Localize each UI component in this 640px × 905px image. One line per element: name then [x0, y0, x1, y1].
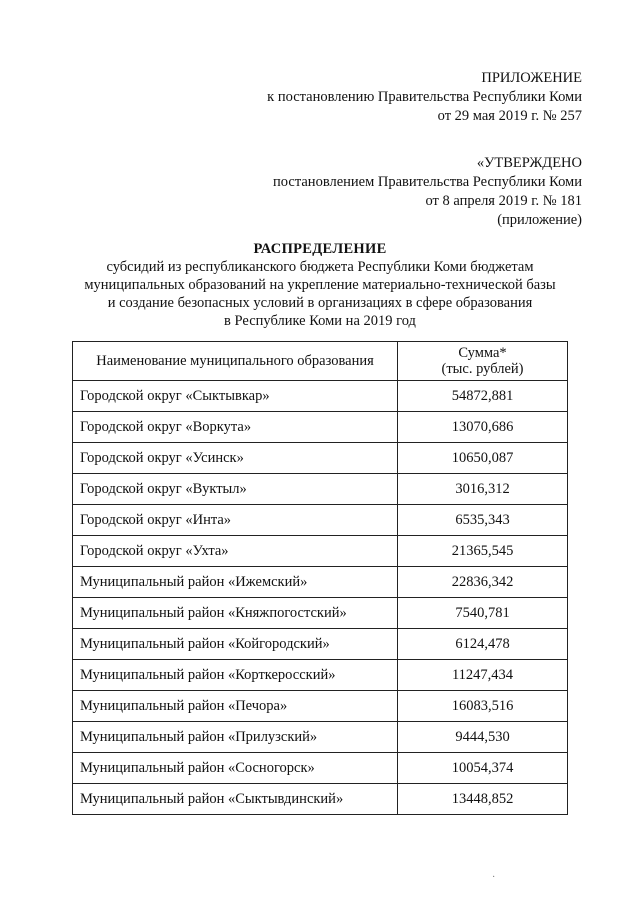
subsidy-amount: 9444,530 [398, 722, 568, 753]
title-line: в Республике Коми на 2019 год [224, 313, 416, 329]
table-row [73, 381, 568, 412]
table-row [73, 474, 568, 505]
approved-header [273, 154, 582, 230]
subsidy-amount: 16083,516 [398, 691, 568, 722]
municipality-name: Муниципальный район «Корткеросский» [73, 660, 398, 691]
table-row [73, 412, 568, 443]
title-line: субсидий из республиканского бюджета Республики Коми бюджетам [106, 259, 534, 275]
table-row [73, 567, 568, 598]
municipality-name: Муниципальный район «Сыктывдинский» [73, 784, 398, 815]
municipality-name: Муниципальный район «Печора» [73, 691, 398, 722]
table-row [73, 753, 568, 784]
appendix-header [267, 69, 582, 126]
subsidy-amount: 54872,881 [398, 381, 568, 412]
appendix-date: от 29 мая 2019 г. № 257 [437, 108, 582, 124]
table-row [73, 629, 568, 660]
municipality-name: Городской округ «Инта» [73, 505, 398, 536]
subsidy-amount: 6535,343 [398, 505, 568, 536]
subsidy-amount: 11247,434 [398, 660, 568, 691]
subsidy-amount: 22836,342 [398, 567, 568, 598]
municipality-name: Городской округ «Воркута» [73, 412, 398, 443]
header-amount [398, 342, 568, 381]
distribution-table [72, 341, 568, 815]
approved-note: (приложение) [497, 212, 582, 228]
municipality-name: Городской округ «Ухта» [73, 536, 398, 567]
subsidy-amount: 3016,312 [398, 474, 568, 505]
approved-resolution: постановлением Правительства Республики Коми [273, 174, 582, 190]
header-amount-label: Сумма* [458, 345, 507, 361]
table-row [73, 660, 568, 691]
table-row [73, 505, 568, 536]
municipality-name: Муниципальный район «Прилузский» [73, 722, 398, 753]
table-row [73, 722, 568, 753]
municipality-name: Городской округ «Вуктыл» [73, 474, 398, 505]
title-heading: РАСПРЕДЕЛЕНИЕ [253, 241, 387, 257]
subsidy-amount: 10054,374 [398, 753, 568, 784]
subsidy-amount: 13070,686 [398, 412, 568, 443]
appendix-label: ПРИЛОЖЕНИЕ [481, 70, 582, 86]
approved-date: от 8 апреля 2019 г. № 181 [425, 193, 582, 209]
municipality-name: Муниципальный район «Койгородский» [73, 629, 398, 660]
table-body [73, 381, 568, 815]
municipality-name: Муниципальный район «Сосногорск» [73, 753, 398, 784]
municipality-name: Городской округ «Сыктывкар» [73, 381, 398, 412]
table-row [73, 536, 568, 567]
appendix-resolution: к постановлению Правительства Республики Коми [267, 89, 582, 105]
page-mark: · [492, 872, 496, 883]
header-name: Наименование муниципального образования [73, 342, 398, 381]
table-row [73, 784, 568, 815]
title-line: и создание безопасных условий в организациях в сфере образования [107, 295, 533, 311]
municipality-name: Городской округ «Усинск» [73, 443, 398, 474]
table-row [73, 598, 568, 629]
municipality-name: Муниципальный район «Ижемский» [73, 567, 398, 598]
table-header-row [73, 342, 568, 381]
subsidy-amount: 13448,852 [398, 784, 568, 815]
subsidy-amount: 7540,781 [398, 598, 568, 629]
subsidy-amount: 6124,478 [398, 629, 568, 660]
title-line: муниципальных образований на укрепление материально-технической базы [84, 277, 556, 293]
subsidy-amount: 10650,087 [398, 443, 568, 474]
table-row [73, 443, 568, 474]
header-amount-unit: (тыс. рублей) [441, 361, 524, 377]
subsidy-amount: 21365,545 [398, 536, 568, 567]
municipality-name: Муниципальный район «Княжпогостский» [73, 598, 398, 629]
document-title [0, 240, 640, 330]
table-row [73, 691, 568, 722]
approved-label: «УТВЕРЖДЕНО [476, 155, 582, 171]
